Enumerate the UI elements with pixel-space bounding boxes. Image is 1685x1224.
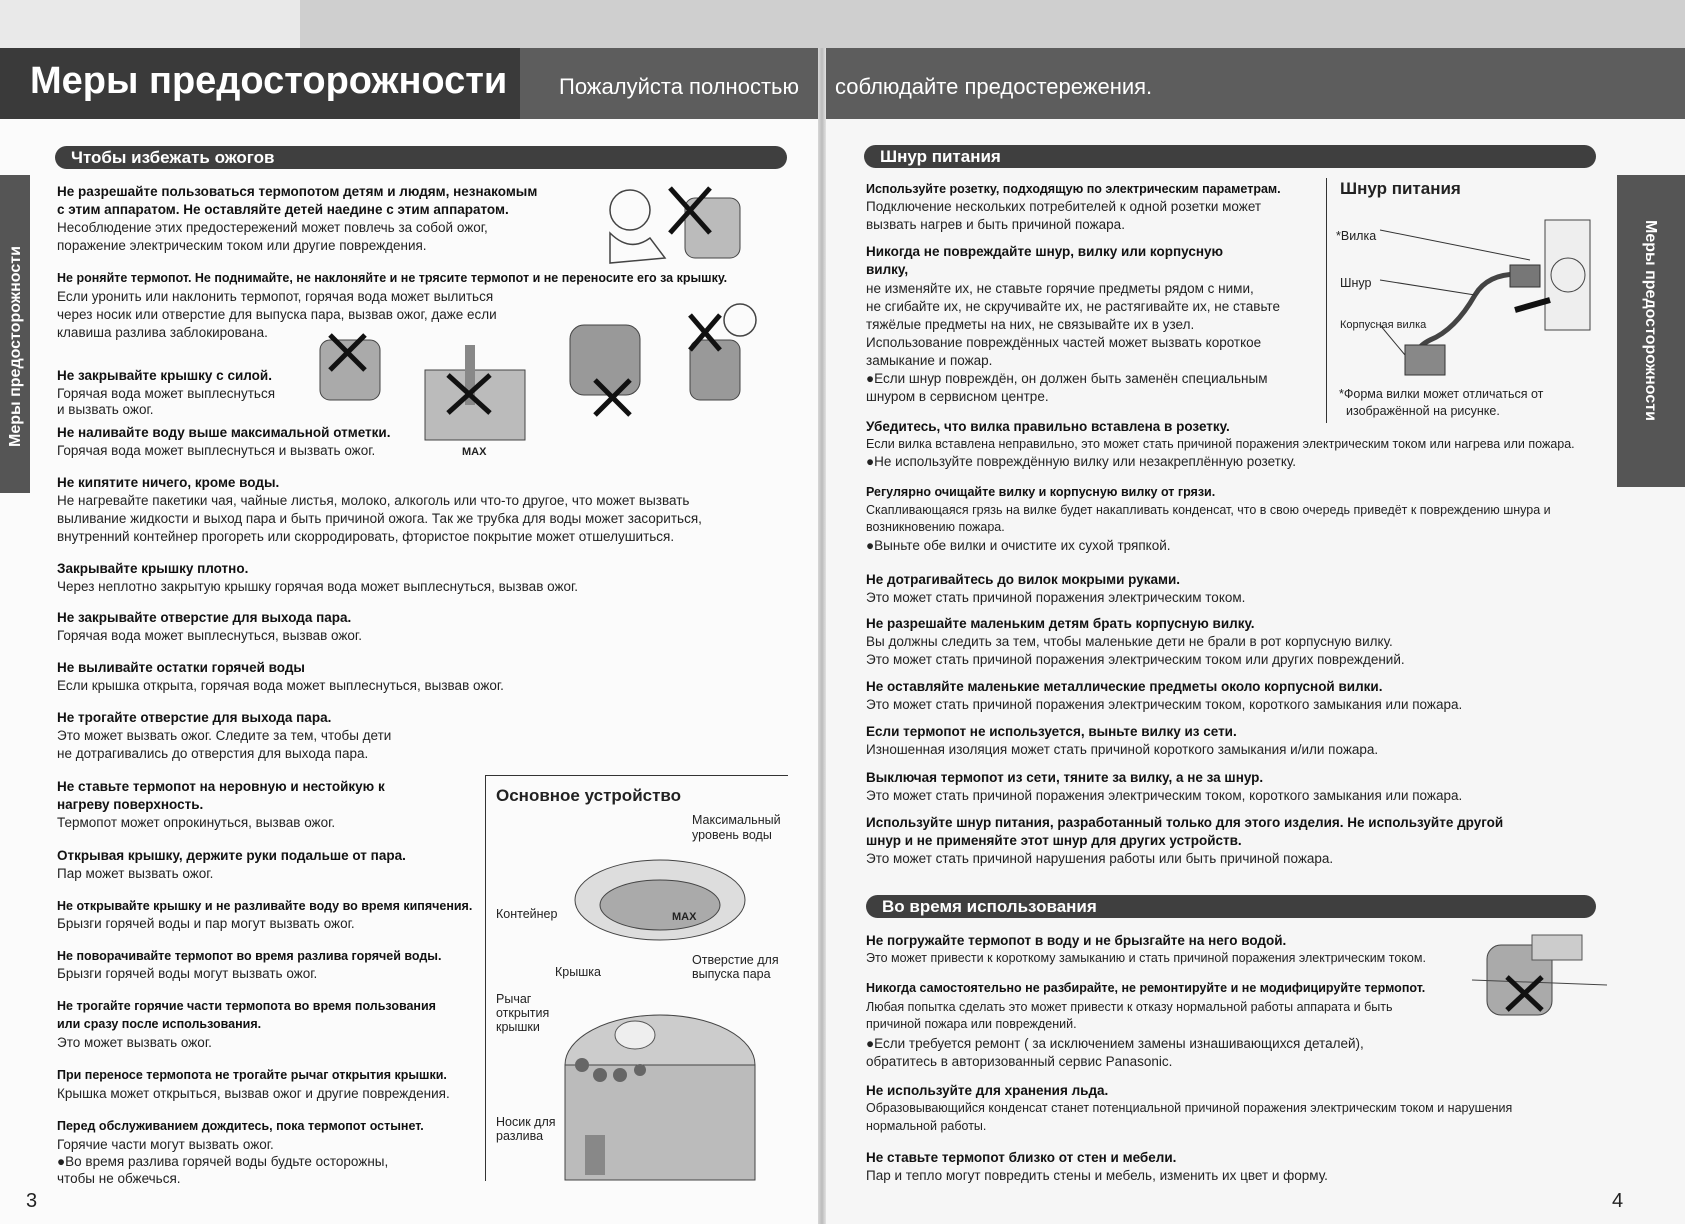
power-cord-illustration <box>1380 215 1595 385</box>
item-title: Не выливайте остатки горячей воды <box>57 660 305 675</box>
item-title: Если термопот не используется, выньте вилку из сети. <box>866 724 1237 739</box>
item-body: клавиша разлива заблокирована. <box>57 325 268 340</box>
item-title: Регулярно очищайте вилку и корпусную вилку от грязи. <box>866 485 1216 499</box>
item-body: и вызвать ожог. <box>57 402 154 417</box>
item-body: ●Выньте обе вилки и очистите их сухой тряпкой. <box>866 538 1171 553</box>
item-title: Не закрывайте крышку с силой. <box>57 368 272 383</box>
item-body: Если уронить или наклонить термопот, горячая вода может вылиться <box>57 289 494 304</box>
side-tab-left-label: Меры предосторожности <box>7 246 24 447</box>
item-title: Не дотрагивайтесь до вилок мокрыми руками. <box>866 572 1181 587</box>
item-body: Не нагревайте пакетики чая, чайные листья, молоко, алкоголь или что-то другое, что может вызвать <box>57 493 690 508</box>
label-plug: *Вилка <box>1336 229 1377 243</box>
item-body: Любая попытка сделать это может привести к отказу нормальной работы аппарата и быть <box>866 1000 1393 1014</box>
scan-edge <box>0 0 300 48</box>
item-body: через носик или отверстие для выпуска пара, вызвав ожог, даже если <box>57 307 497 322</box>
item-title: Никогда не повреждайте шнур, вилку или корпусную <box>866 244 1224 259</box>
item-body: Крышка может открыться, вызвав ожог и другие повреждения. <box>57 1086 450 1101</box>
label-spout: Носик для <box>496 1115 556 1129</box>
item-title: Убедитесь, что вилка правильно вставлена в розетку. <box>866 419 1230 434</box>
item-body: Это может вызвать ожог. <box>57 1035 212 1050</box>
page-subtitle-left: Пожалуйста полностью <box>559 74 799 99</box>
item-body: вызвать нагрев и быть причиной пожара. <box>866 217 1125 232</box>
item-body: Вы должны следить за тем, чтобы маленькие дети не брали в рот корпусную вилку. <box>866 634 1393 649</box>
label-cord: Шнур <box>1340 276 1372 290</box>
item-body: Горячая вода может выплеснуться и вызвать ожог. <box>57 443 376 458</box>
item-title: нагреву поверхность. <box>57 797 204 812</box>
item-body: Образовывающийся конденсат станет потенциальной причиной поражения электрическим током и нарушения <box>866 1101 1513 1115</box>
cord-note: изображённой на рисунке. <box>1346 404 1500 418</box>
item-body: Если вилка вставлена неправильно, это может стать причиной поражения электрическим током или нагрева или пожара. <box>866 437 1575 451</box>
item-body: Термопот может опрокинуться, вызвав ожог. <box>57 815 336 830</box>
item-body: Брызги горячей воды и пар могут вызвать ожог. <box>57 916 355 931</box>
item-body: шнуром в сервисном центре. <box>866 389 1049 404</box>
item-title: Не поворачивайте термопот во время разлива горячей воды. <box>57 949 442 963</box>
label-steam-vent: Отверстие для <box>692 953 779 967</box>
item-body: замыкание и пожар. <box>866 353 993 368</box>
item-body: ●Если требуется ремонт ( за исключением замены изнашивающихся деталей), <box>866 1036 1364 1051</box>
item-title: Не трогайте горячие части термопота во время пользования <box>57 999 436 1013</box>
pot-warnings-illustration <box>300 315 800 445</box>
item-title: Закрывайте крышку плотно. <box>57 561 249 576</box>
child-with-pot-illustration <box>590 178 760 268</box>
item-title: Не наливайте воду выше максимальной отметки. <box>57 425 391 440</box>
item-title: Не открывайте крышку и не разливайте воду во время кипячения. <box>57 899 473 913</box>
label-lever: крышки <box>496 1020 540 1034</box>
label-max-level: Максимальный <box>692 813 781 827</box>
item-body: Подключение нескольких потребителей к одной розетки может <box>866 199 1262 214</box>
label-max-level: уровень воды <box>692 828 772 842</box>
item-title: Не разрешайте пользоваться термопотом детям и людям, незнакомым <box>57 184 538 199</box>
item-body: Горячие части могут вызвать ожог. <box>57 1137 274 1152</box>
max-mark-label: MAX <box>462 446 487 458</box>
label-max-mark: MAX <box>672 911 697 923</box>
item-body: Это может стать причиной поражения электрическим током. <box>866 590 1246 605</box>
side-tab-left <box>0 175 30 493</box>
item-body: Если крышка открыта, горячая вода может выплеснуться, вызвав ожог. <box>57 678 504 693</box>
pot-in-sink-illustration <box>1472 935 1607 1025</box>
item-title: или сразу после использования. <box>57 1017 262 1031</box>
item-body: не сгибайте их, не скручивайте их, не растягивайте их, не ставьте <box>866 299 1280 314</box>
item-title: с этим аппаратом. Не оставляйте детей наедине с этим аппаратом. <box>57 202 509 217</box>
device-diagram <box>560 850 760 1180</box>
page-number-left: 3 <box>26 1190 38 1212</box>
label-spout: разлива <box>496 1129 544 1143</box>
item-title: вилку, <box>866 262 909 277</box>
item-title: Не разрешайте маленьким детям брать корпусную вилку. <box>866 616 1255 631</box>
item-body: Горячая вода может выплеснуться, вызвав ожог. <box>57 628 362 643</box>
side-tab-right-label: Меры предосторожности <box>1642 220 1659 421</box>
item-body: Изношенная изоляция может стать причиной короткого замыкания и/или пожара. <box>866 742 1379 757</box>
item-body: Это может стать причиной поражения электрическим током, короткого замыкания или пожара. <box>866 697 1463 712</box>
item-title: При переносе термопота не трогайте рычаг открытия крышки. <box>57 1068 447 1082</box>
section-header-during-use: Во время использования <box>866 895 1596 918</box>
item-title: Не ставьте термопот близко от стен и мебели. <box>866 1150 1177 1165</box>
item-body: внутренний контейнер прогореть или скорродировать, фтористое покрытие может отшелушиться. <box>57 529 675 544</box>
item-title: Не ставьте термопот на неровную и нестойкую к <box>57 779 385 794</box>
item-body: обратитесь в авторизованный сервис Panasonic. <box>866 1054 1173 1069</box>
label-steam-vent: выпуска пара <box>692 967 771 981</box>
item-body: Это может стать причиной поражения электрическим током, короткого замыкания или пожара. <box>866 788 1463 803</box>
page-number-right: 4 <box>1612 1190 1624 1212</box>
item-body: Брызги горячей воды могут вызвать ожог. <box>57 966 318 981</box>
label-lever: Рычаг <box>496 992 532 1006</box>
item-body: тяжёлые предметы на них, не связывайте их в узел. <box>866 317 1195 332</box>
item-title: Не роняйте термопот. Не поднимайте, не наклоняйте и не трясите термопот и не переносите его за крышку. <box>57 271 728 285</box>
side-tab-right <box>1617 175 1685 487</box>
power-cord-box-title: Шнур питания <box>1340 179 1461 198</box>
item-title: Не используйте для хранения льда. <box>866 1083 1109 1098</box>
item-title: Не погружайте термопот в воду и не брызгайте на него водой. <box>866 933 1287 948</box>
item-body: чтобы не обжечься. <box>57 1171 181 1186</box>
item-body: не изменяйте их, не ставьте горячие предметы рядом с ними, <box>866 281 1254 296</box>
item-body: ●Не используйте повреждённую вилку или незакреплённую розетку. <box>866 454 1297 469</box>
device-diagram-title: Основное устройство <box>496 786 682 805</box>
book-gutter <box>818 48 826 1224</box>
item-body: причиной пожара или повреждений. <box>866 1017 1077 1031</box>
item-body: ●Во время разлива горячей воды будьте осторожны, <box>57 1154 389 1169</box>
item-body: Пар может вызвать ожог. <box>57 866 214 881</box>
item-body: Скапливающаяся грязь на вилке будет накапливать конденсат, что в свою очередь приведёт к повреждению шнура и <box>866 503 1551 517</box>
item-body: ●Если шнур повреждён, он должен быть заменён специальным <box>866 371 1268 386</box>
item-body: Использование повреждённых частей может вызвать короткое <box>866 335 1262 350</box>
item-title: Выключая термопот из сети, тяните за вилку, а не за шнур. <box>866 770 1264 785</box>
item-body: Несоблюдение этих предостережений может повлечь за собой ожог, <box>57 220 488 235</box>
section-header-power-cord: Шнур питания <box>864 145 1596 168</box>
item-body: возникновению пожара. <box>866 520 1005 534</box>
item-title: Не оставляйте маленькие металлические предметы около корпусной вилки. <box>866 679 1383 694</box>
item-title: Открывая крышку, держите руки подальше от пара. <box>57 848 406 863</box>
scan-edge <box>300 0 1685 48</box>
item-body: Горячая вода может выплеснуться <box>57 386 276 401</box>
label-lever: открытия <box>496 1006 550 1020</box>
page-subtitle-right: соблюдайте предостережения. <box>835 74 1153 99</box>
item-body: Это может привести к короткому замыканию и стать причиной поражения электрическим током. <box>866 951 1426 965</box>
item-body: Это может стать причиной поражения электрическим током или других повреждений. <box>866 652 1405 667</box>
label-container: Контейнер <box>496 907 558 921</box>
item-body: выливание жидкости и выход пара и быть причиной ожога. Так же трубка для воды может засориться, <box>57 511 702 526</box>
item-title: Используйте розетку, подходящую по электрическим параметрам. <box>866 182 1281 196</box>
item-body: не дотрагивались до отверстия для выхода пара. <box>57 746 369 761</box>
item-body: нормальной работы. <box>866 1119 987 1133</box>
label-lid: Крышка <box>555 965 601 979</box>
item-title: Не закрывайте отверстие для выхода пара. <box>57 610 352 625</box>
label-body-plug: Корпусная вилка <box>1340 319 1427 331</box>
item-title: Никогда самостоятельно не разбирайте, не ремонтируйте и не модифицируйте термопот. <box>866 981 1426 995</box>
item-title: Используйте шнур питания, разработанный только для этого изделия. Не используйте другой <box>866 815 1504 830</box>
item-body: Пар и тепло могут повредить стены и мебель, изменить их цвет и форму. <box>866 1168 1328 1183</box>
item-body: Это может стать причиной нарушения работы или быть причиной пожара. <box>866 851 1334 866</box>
item-body: поражение электрическим током или другие повреждения. <box>57 238 427 253</box>
item-body: Через неплотно закрытую крышку горячая вода может выплеснуться, вызвав ожог. <box>57 579 579 594</box>
item-title: шнур и не применяйте этот шнур для других устройств. <box>866 833 1242 848</box>
item-body: Это может вызвать ожог. Следите за тем, чтобы дети <box>57 728 392 743</box>
item-title: Не трогайте отверстие для выхода пара. <box>57 710 332 725</box>
cord-note: *Форма вилки может отличаться от <box>1339 387 1544 401</box>
item-title: Не кипятите ничего, кроме воды. <box>57 475 280 490</box>
item-title: Перед обслуживанием дождитесь, пока термопот остынет. <box>57 1119 424 1133</box>
page-title: Меры предосторожности <box>30 60 508 102</box>
section-header-burns: Чтобы избежать ожогов <box>55 146 787 169</box>
